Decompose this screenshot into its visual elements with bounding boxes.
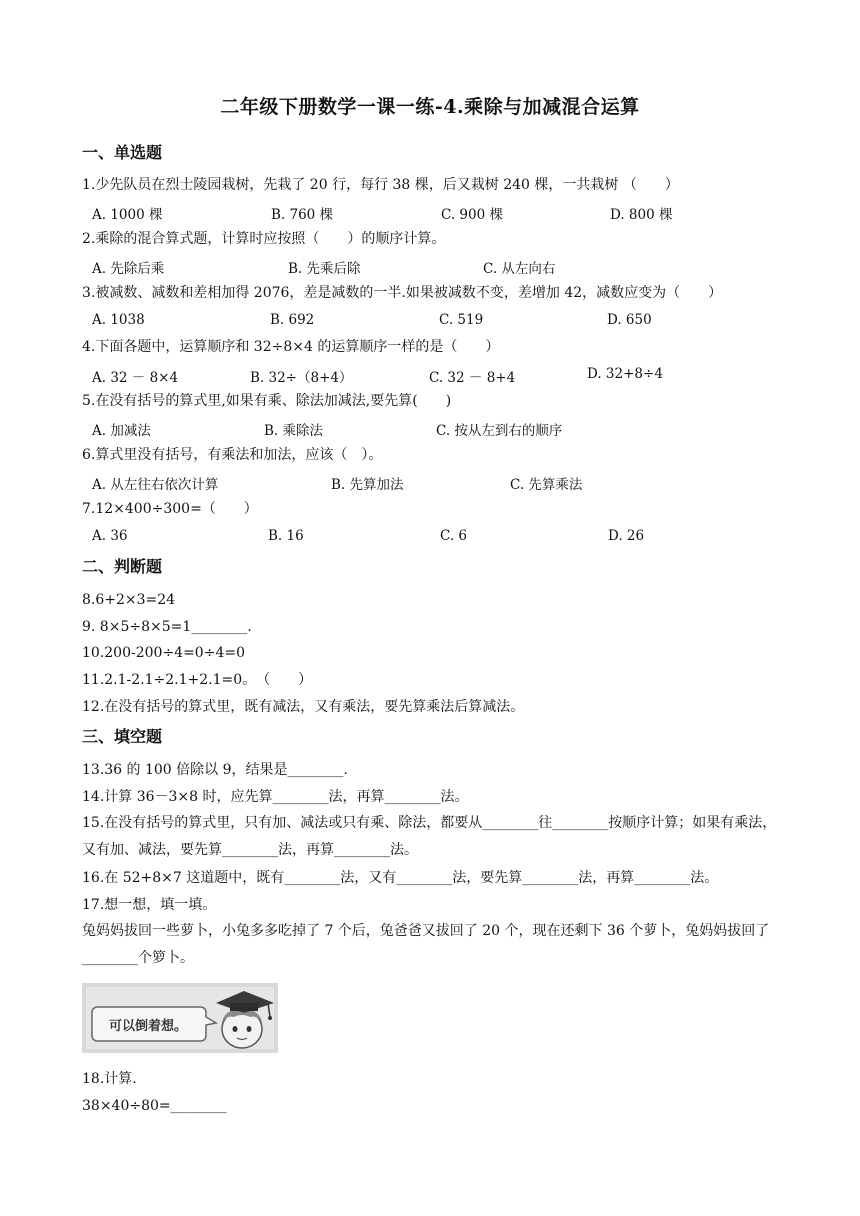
- question-17-heading: 17.想一想，填一填。: [82, 897, 217, 913]
- question-12: 12.在没有括号的算式里，既有减法，又有乘法，要先算乘法后算减法。: [82, 699, 525, 715]
- question-5: 5.在没有括号的算式里,如果有乘、除法加减法,要先算( ): [82, 393, 452, 409]
- q1-option-d[interactable]: D. 800 棵: [610, 207, 673, 223]
- speech-bubble-text: 可以倒着想。: [108, 1019, 188, 1034]
- question-8: 8.6+2×3=24: [82, 592, 176, 608]
- question-11: 11.2.1-2.1÷2.1+2.1=0。 （ ）: [82, 672, 313, 688]
- q6-option-c[interactable]: C. 先算乘法: [510, 477, 583, 493]
- q1-option-a[interactable]: A. 1000 棵: [92, 207, 163, 223]
- q2-option-c[interactable]: C. 从左向右: [483, 261, 556, 277]
- question-15: 15.在没有括号的算式里，只有加、减法或只有乘、除法，都要从________往________按顺序计算；如果有乘法，又有加、减法，要先算________法，再算________法。: [82, 815, 777, 858]
- question-18-expression: 38×40÷80=________: [82, 1098, 227, 1114]
- q1-option-b[interactable]: B. 760 棵: [271, 207, 334, 223]
- q4-option-b[interactable]: B. 32÷（8+4）: [250, 370, 353, 386]
- hint-illustration: [82, 983, 278, 1053]
- q3-option-c[interactable]: C. 519: [439, 312, 484, 328]
- q4-option-a[interactable]: A. 32 － 8×4: [92, 370, 179, 386]
- q7-option-b[interactable]: B. 16: [268, 528, 304, 544]
- question-13: 13.36 的 100 倍除以 9，结果是________.: [82, 762, 348, 778]
- section-heading-multiple-choice: 一、单选题: [82, 143, 163, 162]
- page-title: 二年级下册数学一课一练-4.乘除与加减混合运算: [220, 96, 640, 118]
- section-heading-true-false: 二、判断题: [82, 557, 163, 576]
- question-14: 14.计算 36－3×8 时，应先算________法，再算________法。: [82, 789, 469, 805]
- question-16: 16.在 52+8×7 这道题中，既有________法，又有________法，要先算________法，再算________法。: [82, 870, 719, 886]
- q2-option-b[interactable]: B. 先乘后除: [288, 261, 361, 277]
- question-17-body: 兔妈妈拔回一些萝卜，小兔多多吃掉了 7 个后，兔爸爸又拔回了 20 个，现在还剩下 36 个萝卜，兔妈妈拔回了________个箩卜。: [82, 923, 770, 966]
- q5-option-b[interactable]: B. 乘除法: [264, 423, 324, 439]
- q6-option-b[interactable]: B. 先算加法: [331, 477, 404, 493]
- q2-option-a[interactable]: A. 先除后乘: [92, 261, 165, 277]
- question-10: 10.200-200÷4=0÷4=0: [82, 645, 245, 661]
- question-6: 6.算式里没有括号，有乘法和加法，应该（ ）。: [82, 447, 383, 463]
- question-9: 9. 8×5÷8×5=1________.: [82, 619, 252, 635]
- question-1: 1.少先队员在烈士陵园栽树，先栽了 20 行，每行 38 棵，后又栽树 240 棵，一共栽树 （ ）: [82, 177, 679, 193]
- question-18-heading: 18.计算.: [82, 1071, 137, 1087]
- q4-option-d[interactable]: D. 32+8÷4: [587, 366, 663, 382]
- question-4: 4.下面各题中，运算顺序和 32÷8×4 的运算顺序一样的是（ ）: [82, 339, 500, 355]
- q1-option-c[interactable]: C. 900 棵: [441, 207, 503, 223]
- q5-option-a[interactable]: A. 加减法: [92, 423, 151, 439]
- q3-option-a[interactable]: A. 1038: [92, 312, 145, 328]
- question-7: 7.12×400÷300=（ ）: [82, 501, 258, 517]
- q4-option-c[interactable]: C. 32 － 8+4: [429, 370, 516, 386]
- q5-option-c[interactable]: C. 按从左到右的顺序: [436, 423, 563, 439]
- q3-option-d[interactable]: D. 650: [607, 312, 652, 328]
- q7-option-d[interactable]: D. 26: [608, 528, 645, 544]
- q7-option-c[interactable]: C. 6: [440, 528, 468, 544]
- question-3: 3.被减数、减数和差相加得 2076，差是减数的一半.如果被减数不变，差增加 42，减数应变为（ ）: [82, 285, 723, 301]
- section-heading-fill-in: 三、填空题: [82, 727, 163, 746]
- q7-option-a[interactable]: A. 36: [92, 528, 128, 544]
- q6-option-a[interactable]: A. 从左往右依次计算: [92, 477, 219, 493]
- q3-option-b[interactable]: B. 692: [270, 312, 315, 328]
- question-2: 2.乘除的混合算式题，计算时应按照（ ）的顺序计算。: [82, 231, 446, 247]
